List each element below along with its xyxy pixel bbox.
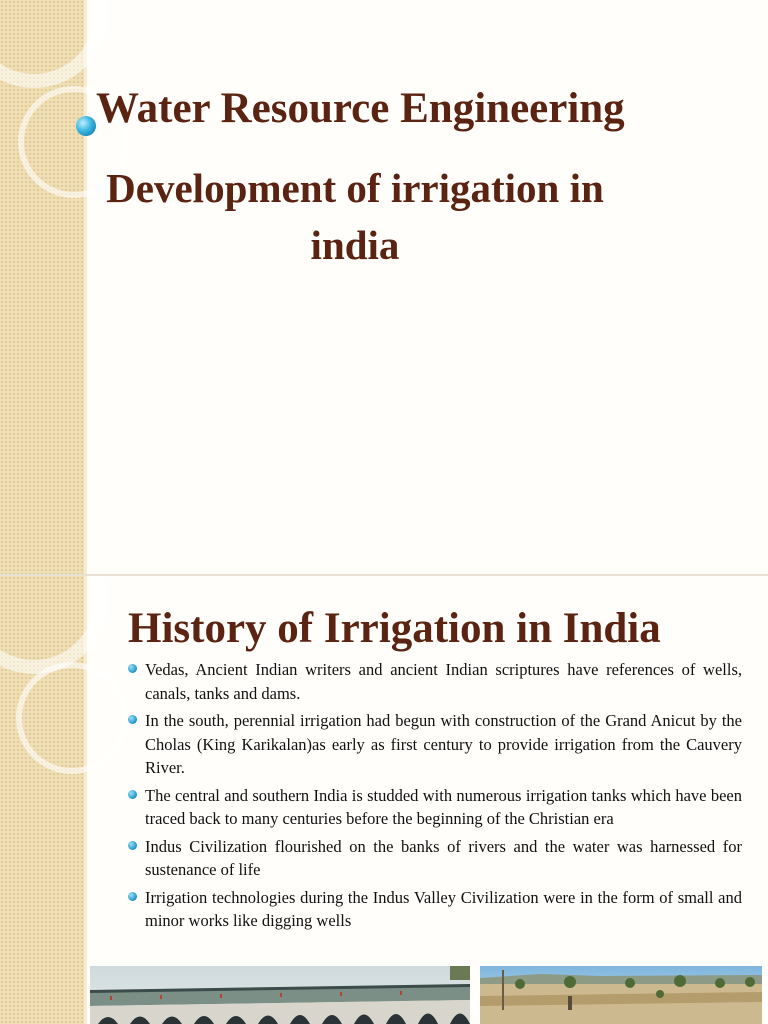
blue-orb-icon	[76, 116, 96, 136]
list-item: The central and southern India is studded with numerous irrigation tanks which have been traced back to many centuries before the beginning of the Christian era	[128, 784, 742, 831]
slide-title: Water Resource Engineering	[96, 85, 625, 132]
bullet-icon	[128, 715, 137, 724]
history-bullet-list	[128, 658, 742, 937]
decorative-ring	[0, 576, 108, 674]
bullet-icon	[128, 892, 137, 901]
section-heading: History of Irrigation in India	[128, 605, 661, 652]
list-item: In the south, perennial irrigation had begun with construction of the Grand Anicut by the Cholas (King Karikalan)as early as first century to provide irrigation from the Cauvery River.	[128, 709, 742, 780]
decorative-ring	[16, 662, 128, 774]
bullet-icon	[128, 790, 137, 799]
slide-subtitle: Development of irrigation in india	[106, 165, 604, 268]
list-item: Indus Civilization flourished on the banks of rivers and the water was harnessed for sustenance of life	[128, 835, 742, 882]
landscape-photo	[480, 966, 762, 1024]
bullet-icon	[128, 664, 137, 673]
decorative-ring	[0, 0, 108, 88]
list-item: Irrigation technologies during the Indus Valley Civilization were in the form of small and minor works like digging wells	[128, 886, 742, 933]
list-item: Vedas, Ancient Indian writers and ancient Indian scriptures have references of wells, canals, tanks and dams.	[128, 658, 742, 705]
bullet-icon	[128, 841, 137, 850]
dam-photo	[90, 966, 470, 1024]
